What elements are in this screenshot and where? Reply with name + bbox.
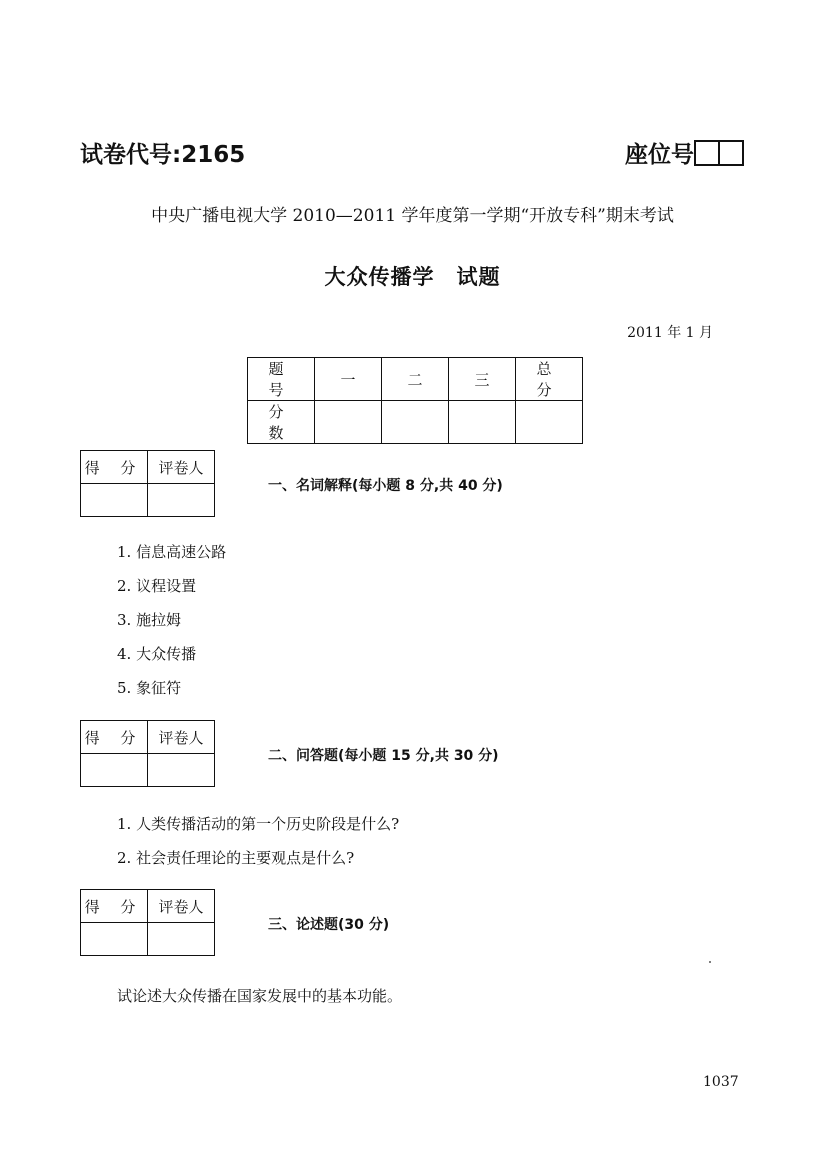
- score-table-cell: 二: [382, 358, 449, 401]
- grader-score-label: 得 分: [81, 721, 148, 754]
- question-item: 5. 象征符: [117, 679, 182, 697]
- exam-code-label: 试卷代号:2165: [80, 142, 246, 168]
- seat-box-1[interactable]: [694, 140, 720, 166]
- seat-number-field: [625, 136, 744, 169]
- seat-number-label: 座位号: [625, 142, 694, 168]
- question-item: 4. 大众传播: [117, 645, 197, 663]
- grader-box: [80, 450, 215, 517]
- score-entry-cell[interactable]: [315, 401, 382, 444]
- score-table-cell: 题 号: [248, 358, 315, 401]
- grader-score-label: 得 分: [81, 451, 148, 484]
- grader-score-entry[interactable]: [81, 923, 148, 956]
- score-entry-cell[interactable]: [382, 401, 449, 444]
- exam-date: 2011 年 1 月: [627, 325, 713, 341]
- score-table-cell: 总 分: [516, 358, 583, 401]
- exam-title: 大众传播学 试题: [324, 265, 501, 289]
- question-item: 2. 社会责任理论的主要观点是什么?: [117, 849, 355, 867]
- grader-score-entry[interactable]: [81, 754, 148, 787]
- section-heading: 三、论述题(30 分): [268, 917, 390, 933]
- grader-name-entry[interactable]: [148, 484, 215, 517]
- score-table-cell: 一: [315, 358, 382, 401]
- grader-box: [80, 720, 215, 787]
- score-table: [247, 357, 587, 444]
- section-heading: 二、问答题(每小题 15 分,共 30 分): [268, 748, 499, 764]
- question-item: 2. 议程设置: [117, 577, 197, 595]
- grader-name-label: 评卷人: [148, 721, 215, 754]
- grader-name-entry[interactable]: [148, 754, 215, 787]
- score-table-header-row: [248, 358, 583, 401]
- essay-prompt: 试论述大众传播在国家发展中的基本功能。: [117, 987, 403, 1005]
- seat-box-2[interactable]: [720, 140, 744, 166]
- question-item: 1. 人类传播活动的第一个历史阶段是什么?: [117, 815, 400, 833]
- question-item: 1. 信息高速公路: [117, 543, 227, 561]
- page-number: 1037: [703, 1074, 739, 1090]
- grader-score-entry[interactable]: [81, 484, 148, 517]
- score-entry-cell[interactable]: [516, 401, 583, 444]
- score-table-cell: 三: [449, 358, 516, 401]
- grader-score-label: 得 分: [81, 890, 148, 923]
- score-table-score-row: [248, 401, 583, 444]
- grader-name-entry[interactable]: [148, 923, 215, 956]
- scan-speck: [709, 961, 711, 963]
- section-heading: 一、名词解释(每小题 8 分,共 40 分): [268, 478, 503, 494]
- grader-name-label: 评卷人: [148, 451, 215, 484]
- exam-header-line: 中央广播电视大学 2010—2011 学年度第一学期“开放专科”期末考试: [151, 206, 674, 226]
- question-item: 3. 施拉姆: [117, 611, 182, 629]
- score-table-cell: 分 数: [248, 401, 315, 444]
- score-entry-cell[interactable]: [449, 401, 516, 444]
- grader-box: [80, 889, 215, 956]
- grader-name-label: 评卷人: [148, 890, 215, 923]
